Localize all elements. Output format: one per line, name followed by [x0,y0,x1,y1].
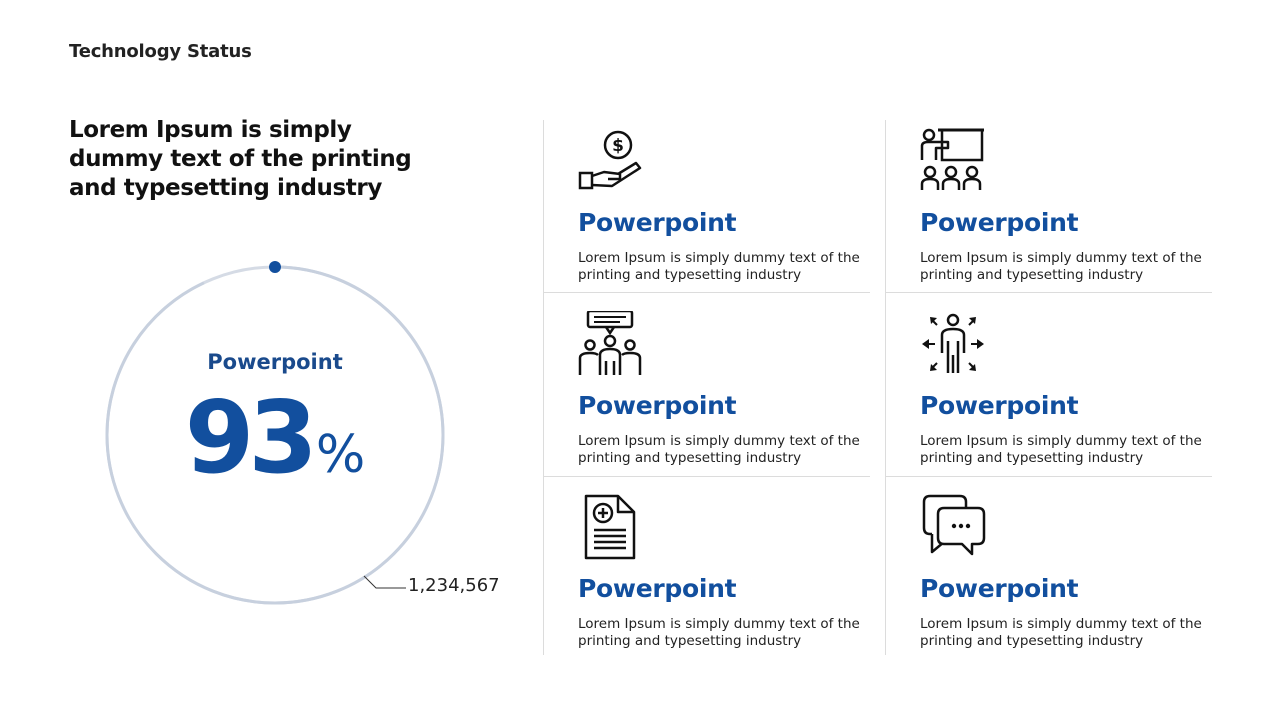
ring-start-marker [269,261,281,273]
ring-label: Powerpoint [207,350,343,374]
progress-ring [100,260,450,610]
feature-card [578,128,878,303]
count-leader-line [362,574,408,592]
card-title: Powerpoint [578,574,737,603]
team-discussion-icon [578,311,644,377]
ring-value-unit: % [315,425,366,485]
feature-grid [543,120,1213,655]
card-title: Powerpoint [920,574,1079,603]
feature-card [920,128,1220,303]
feature-card [920,311,1220,486]
feature-card [920,494,1220,669]
card-description: Lorem Ipsum is simply dummy text of the printing and typesetting industry [920,616,1202,649]
medical-document-icon [578,494,644,560]
card-title: Powerpoint [920,391,1079,420]
feature-card [578,311,878,486]
ring-value-number: 93 [184,379,312,496]
person-arrows-icon [920,311,986,377]
hand-dollar-icon [578,128,644,194]
presentation-audience-icon [920,128,986,194]
card-title: Powerpoint [578,391,737,420]
card-description: Lorem Ipsum is simply dummy text of the printing and typesetting industry [920,250,1202,283]
chat-bubbles-icon [920,494,986,560]
page-title: Technology Status [69,41,252,62]
card-title: Powerpoint [920,208,1079,237]
card-title: Powerpoint [578,208,737,237]
card-description: Lorem Ipsum is simply dummy text of the printing and typesetting industry [920,433,1202,466]
headline: Lorem Ipsum is simply dummy text of the printing and typesetting industry [69,117,412,201]
ring-value [100,378,450,498]
grid-divider [543,120,544,655]
grid-divider [885,120,886,655]
card-description: Lorem Ipsum is simply dummy text of the printing and typesetting industry [578,616,860,649]
card-description: Lorem Ipsum is simply dummy text of the printing and typesetting industry [578,433,860,466]
feature-card [578,494,878,669]
card-description: Lorem Ipsum is simply dummy text of the printing and typesetting industry [578,250,860,283]
ring-count: 1,234,567 [408,575,500,596]
svg-text:$: $ [612,136,624,156]
